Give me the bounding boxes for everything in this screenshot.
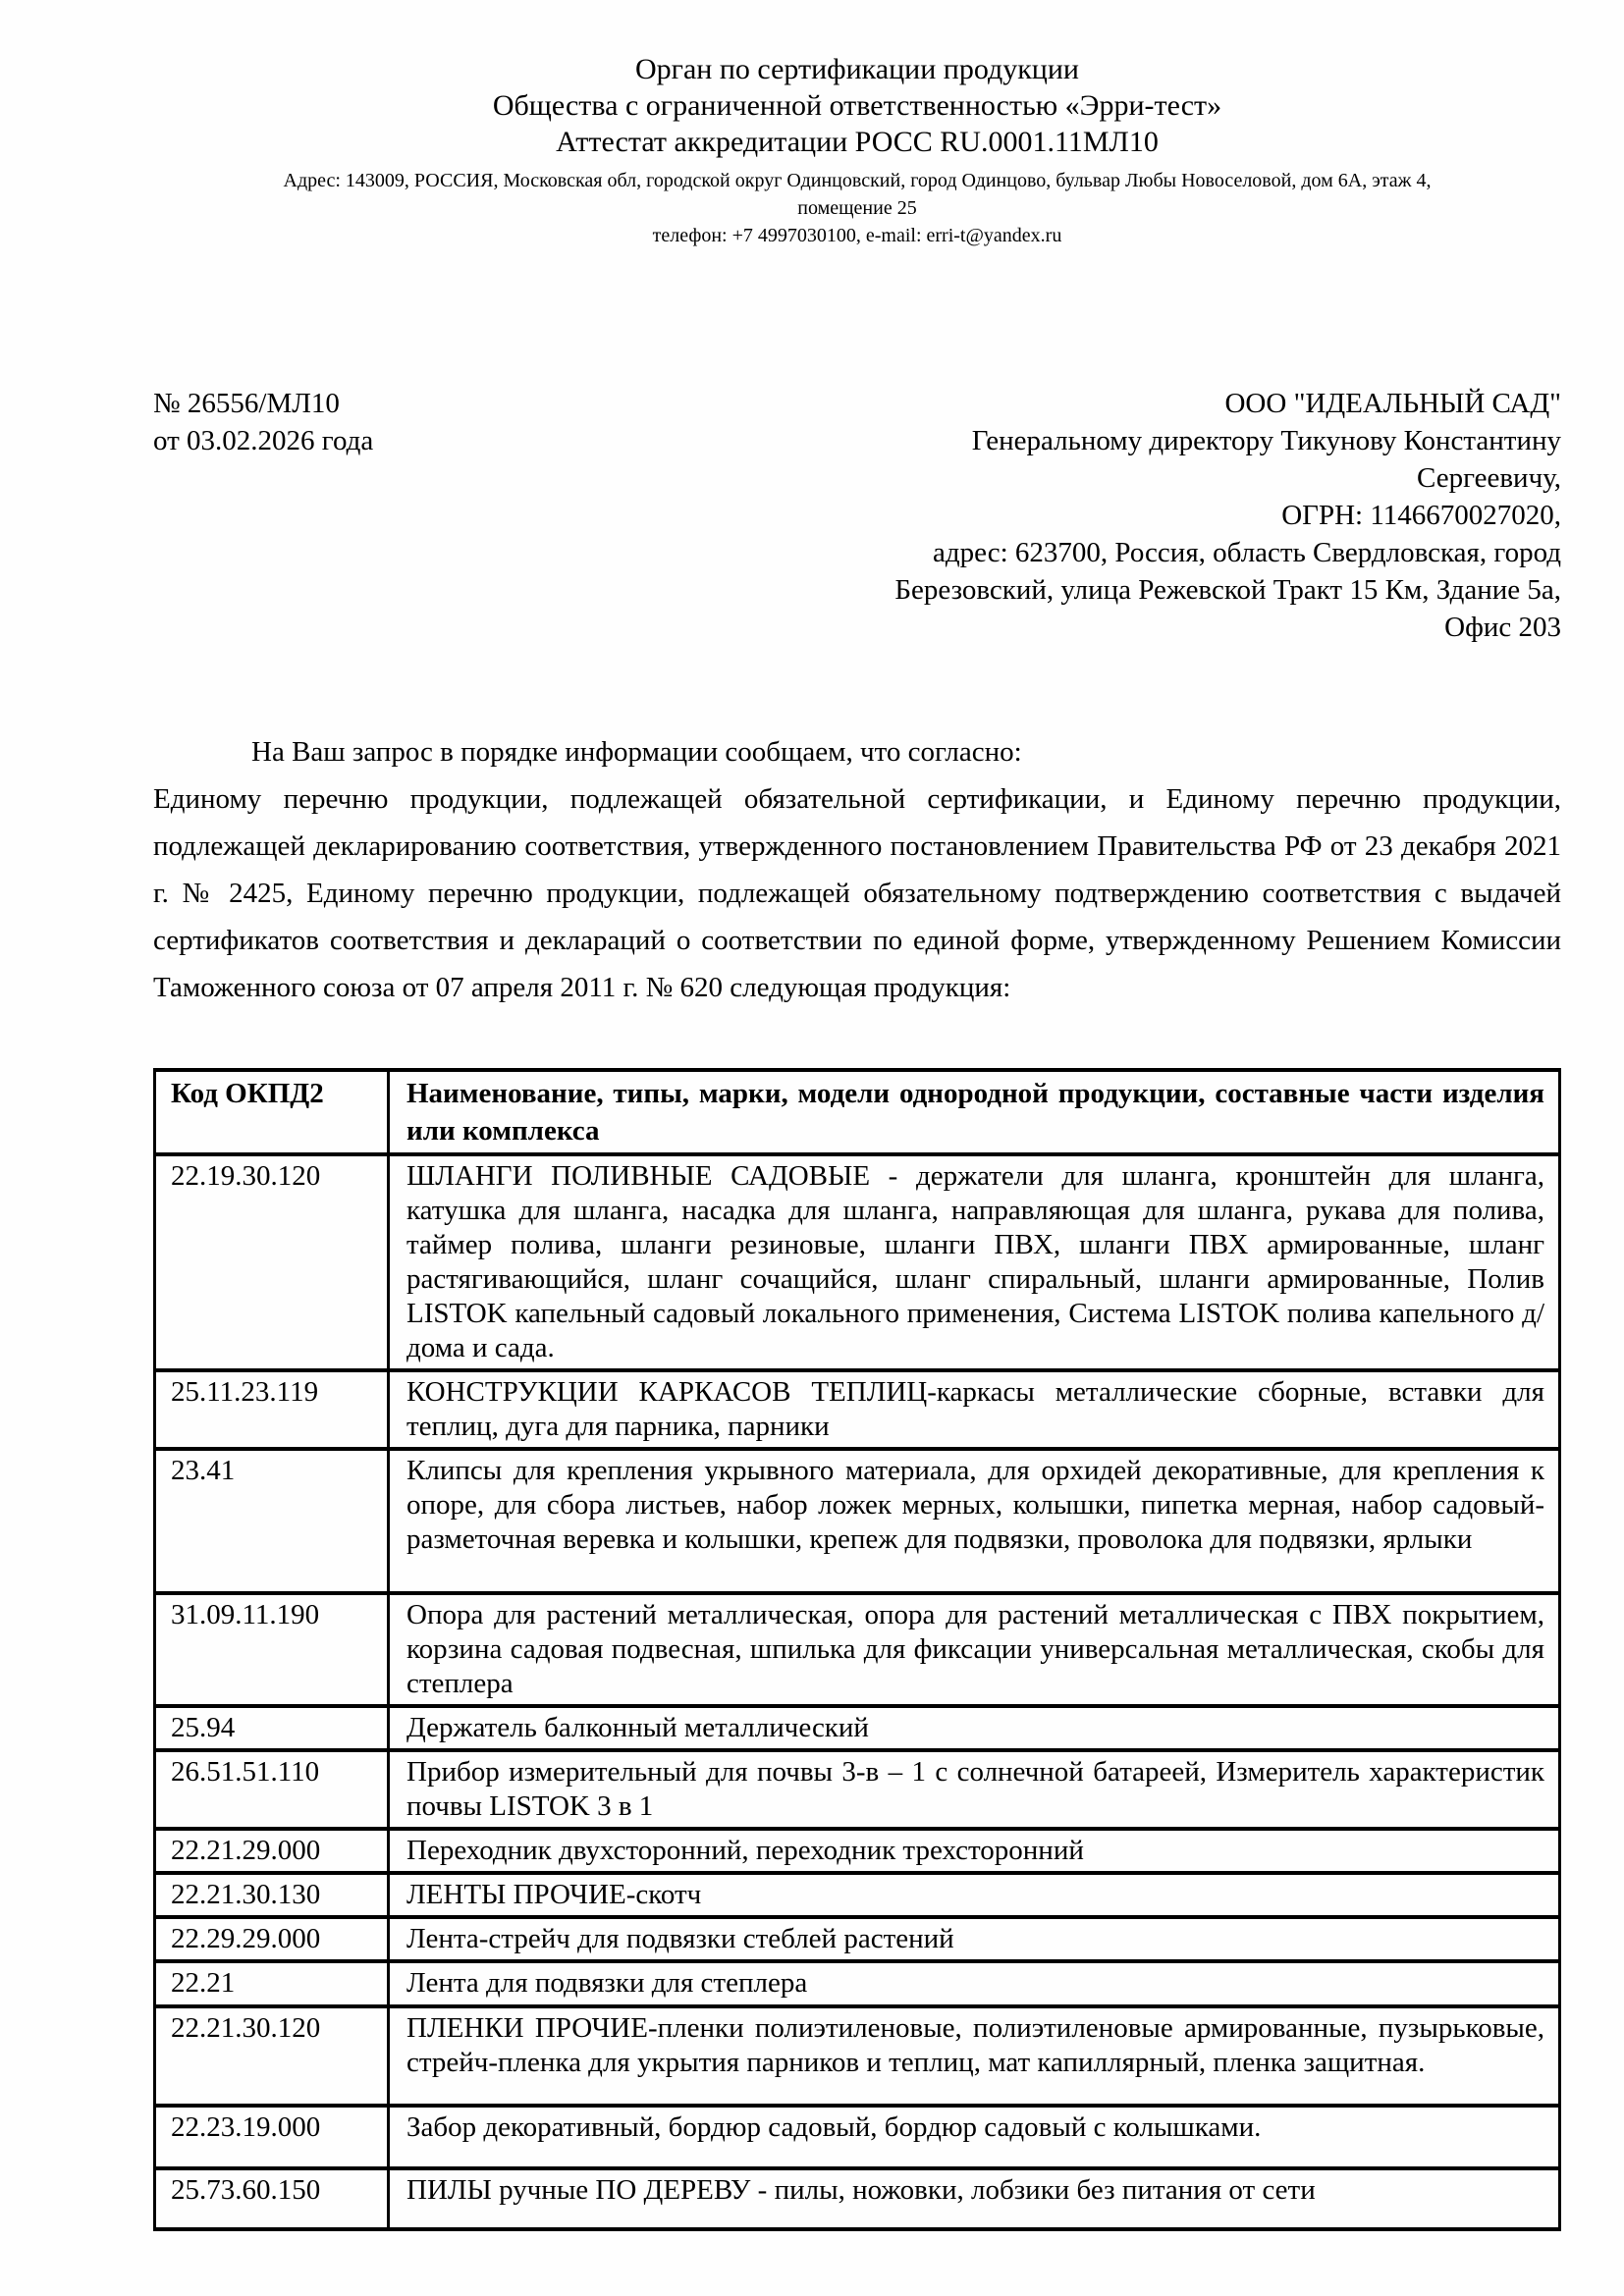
table-row (155, 1917, 1560, 1961)
recipient-director-line: Генеральному директору Тикунову Константину (971, 425, 1561, 456)
table-row (155, 2168, 1560, 2229)
product-code: 22.21 (155, 1961, 389, 2006)
product-description: Клипсы для крепления укрывного материала, для орхидей декоративные, для крепления к опоре, для сбора листьев, набор ложек мерных, колышки, пипетка мерная, набор садовый-разметочная веревка и колышки, крепеж для подвязки, проволока для подвязки, ярлыки (389, 1449, 1560, 1593)
product-code: 25.73.60.150 (155, 2168, 389, 2229)
table-row (155, 1449, 1560, 1593)
table-row (155, 1750, 1560, 1829)
header-row (155, 1070, 1560, 1154)
body-intro: На Ваш запрос в порядке информации сообщаем, что согласно: (251, 736, 1022, 768)
letter-date: от 03.02.2026 года (153, 425, 374, 456)
reference-recipient-row (153, 385, 1561, 646)
recipient-address-line-1: адрес: 623700, Россия, область Свердловская, город (933, 537, 1561, 568)
products-table-body (155, 1154, 1560, 2229)
product-description: Опора для растений металлическая, опора для растений металлическая с ПВХ покрытием, корзина садовая подвесная, шпилька для фиксации универсальная металлическая, скобы для степлера (389, 1593, 1560, 1706)
header-code: Код ОКПД2 (155, 1070, 389, 1154)
product-description: ПЛЕНКИ ПРОЧИЕ-пленки полиэтиленовые, полиэтиленовые армированные, пузырьковые, стрейч-пленка для укрытия парников и теплиц, мат капиллярный, пленка защитная. (389, 2006, 1560, 2106)
address-line-2: помещение 25 (797, 197, 917, 219)
products-table (153, 1068, 1561, 2231)
product-code: 25.94 (155, 1706, 389, 1750)
product-description: ЛЕНТЫ ПРОЧИЕ-скотч (389, 1873, 1560, 1917)
product-code: 22.21.30.120 (155, 2006, 389, 2106)
product-description: Переходник двухсторонний, переходник трехсторонний (389, 1829, 1560, 1873)
product-code: 23.41 (155, 1449, 389, 1593)
product-description: Забор декоративный, бордюр садовый, бордюр садовый с колышками. (389, 2106, 1560, 2168)
table-row (155, 1829, 1560, 1873)
recipient-office: Офис 203 (1444, 612, 1561, 643)
product-description: КОНСТРУКЦИИ КАРКАСОВ ТЕПЛИЦ-каркасы металлические сборные, вставки для теплиц, дуга для парника, парники (389, 1370, 1560, 1449)
org-title-line-1: Орган по сертификации продукции (635, 53, 1079, 85)
product-description: ПИЛЫ ручные ПО ДЕРЕВУ - пилы, ножовки, лобзики без питания от сети (389, 2168, 1560, 2229)
product-description: ШЛАНГИ ПОЛИВНЫЕ САДОВЫЕ - держатели для шланга, кронштейн для шланга, катушка для шланга, насадка для шланга, направляющая для шланга, рукава для полива, таймер полива, шланги резиновые, шланги ПВХ, шланги ПВХ армированные, шланг растягивающийся, шланг сочащийся, шланг спиральный, шланги армированные, Полив LISTOK капельный садовый локального применения, Система LISTOK полива капельного д/дома и сада. (389, 1154, 1560, 1370)
table-row (155, 1961, 1560, 2006)
product-description: Лента-стрейч для подвязки стеблей растений (389, 1917, 1560, 1961)
address-line-1: Адрес: 143009, РОССИЯ, Московская обл, городской округ Одинцовский, город Одинцово, бульвар Любы Новоселовой, дом 6А, этаж 4, (283, 170, 1432, 191)
recipient-ogrn: ОГРН: 1146670027020, (1281, 500, 1561, 531)
table-row (155, 1593, 1560, 1706)
table-row (155, 2106, 1560, 2168)
recipient-patronymic-line: Сергеевичу, (1417, 462, 1561, 494)
product-code: 22.23.19.000 (155, 2106, 389, 2168)
product-code: 22.29.29.000 (155, 1917, 389, 1961)
table-row (155, 2006, 1560, 2106)
contacts-line: телефон: +7 4997030100, e-mail: erri-t@yandex.ru (652, 225, 1062, 246)
letter-number: № 26556/МЛ10 (153, 388, 340, 419)
product-code: 25.11.23.119 (155, 1370, 389, 1449)
table-row (155, 1154, 1560, 1370)
letter-body (153, 728, 1561, 1011)
recipient-block (894, 385, 1561, 646)
letterhead (153, 51, 1561, 249)
org-title-line-2: Общества с ограниченной ответственностью «Эрри-тест» (492, 89, 1222, 122)
header-description: Наименование, типы, марки, модели однородной продукции, составные части изделия или комплекса (389, 1070, 1560, 1154)
product-description: Держатель балконный металлический (389, 1706, 1560, 1750)
recipient-address-line-2: Березовский, улица Режевской Тракт 15 Км, Здание 5а, (894, 574, 1561, 606)
product-description: Лента для подвязки для степлера (389, 1961, 1560, 2006)
table-row (155, 1706, 1560, 1750)
product-code: 22.21.30.130 (155, 1873, 389, 1917)
products-table-header (155, 1070, 1560, 1154)
product-code: 22.21.29.000 (155, 1829, 389, 1873)
product-code: 22.19.30.120 (155, 1154, 389, 1370)
reference-block (153, 385, 373, 459)
product-code: 31.09.11.190 (155, 1593, 389, 1706)
product-code: 26.51.51.110 (155, 1750, 389, 1829)
table-row (155, 1873, 1560, 1917)
product-description: Прибор измерительный для почвы 3-в – 1 с солнечной батареей, Измеритель характеристик почвы LISTOK 3 в 1 (389, 1750, 1560, 1829)
letterhead-address (153, 167, 1561, 249)
table-row (155, 1370, 1560, 1449)
recipient-company: ООО "ИДЕАЛЬНЫЙ САД" (1224, 388, 1561, 419)
body-paragraph: Единому перечню продукции, подлежащей обязательной сертификации, и Единому перечню продукции, подлежащей декларированию соответствия, утвержденного постановлением Правительства РФ от 23 декабря 2021 г. № 2425, Единому перечню продукции, подлежащей обязательному подтверждению соответствия с выдачей сертификатов соответствия и деклараций о соответствии по единой форме, утвержденному Решением Комиссии Таможенного союза от 07 апреля 2011 г. № 620 следующая продукция: (153, 783, 1561, 1003)
accreditation-line: Аттестат аккредитации РОСС RU.0001.11МЛ10 (556, 126, 1159, 158)
